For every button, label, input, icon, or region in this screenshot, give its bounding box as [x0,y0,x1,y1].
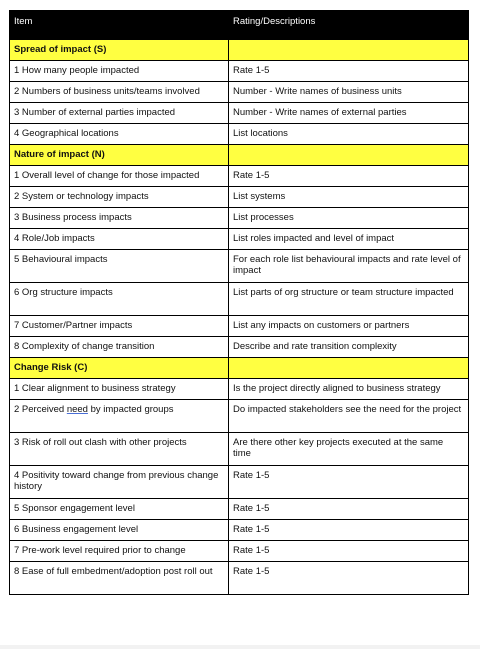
desc-cell: Rate 1-5 [229,166,469,187]
item-cell [10,400,229,433]
desc-cell: List processes [229,208,469,229]
page-bottom-edge [0,645,480,649]
desc-cell: List systems [229,187,469,208]
table-row [10,82,469,103]
spellcheck-marked-word: need [66,404,88,415]
table-row [10,187,469,208]
desc-cell: For each role list behavioural impacts and rate level of impact [229,250,469,283]
table-row [10,379,469,400]
item-cell: 8 Complexity of change transition [10,337,229,358]
desc-cell: List roles impacted and level of impact [229,229,469,250]
table-row [10,466,469,499]
table-row [10,250,469,283]
desc-cell: Is the project directly aligned to business strategy [229,379,469,400]
table-header-row [10,11,469,40]
item-cell: 1 Overall level of change for those impacted [10,166,229,187]
desc-cell: Number - Write names of external parties [229,103,469,124]
change-impact-table [9,10,469,595]
desc-cell: Describe and rate transition complexity [229,337,469,358]
section-row-nature [10,145,469,166]
table-row [10,337,469,358]
section-row-change-risk [10,358,469,379]
section-title: Spread of impact (S) [10,40,229,61]
header-rating: Rating/Descriptions [229,11,469,40]
item-cell: 4 Geographical locations [10,124,229,145]
table-row [10,166,469,187]
item-cell: 8 Ease of full embedment/adoption post roll out [10,562,229,595]
table-row [10,499,469,520]
item-cell: 7 Pre-work level required prior to change [10,541,229,562]
table-row [10,316,469,337]
item-cell: 1 Clear alignment to business strategy [10,379,229,400]
desc-cell: Rate 1-5 [229,520,469,541]
table-row [10,124,469,145]
header-item: Item [10,11,229,40]
table-row [10,433,469,466]
section-title: Nature of impact (N) [10,145,229,166]
desc-cell: List parts of org structure or team structure impacted [229,283,469,316]
item-cell: 1 How many people impacted [10,61,229,82]
item-text-post: by impacted groups [87,404,174,415]
table-row [10,103,469,124]
desc-cell: List locations [229,124,469,145]
section-empty-cell [229,145,469,166]
item-text-pre: 2 Perceived [14,404,67,415]
item-cell: 6 Business engagement level [10,520,229,541]
item-cell: 5 Sponsor engagement level [10,499,229,520]
desc-cell: Rate 1-5 [229,61,469,82]
item-cell: 2 System or technology impacts [10,187,229,208]
section-empty-cell [229,358,469,379]
item-cell: 5 Behavioural impacts [10,250,229,283]
desc-cell: Rate 1-5 [229,466,469,499]
item-cell: 4 Positivity toward change from previous change history [10,466,229,499]
desc-cell: Rate 1-5 [229,499,469,520]
item-cell: 2 Numbers of business units/teams involved [10,82,229,103]
item-cell: 7 Customer/Partner impacts [10,316,229,337]
desc-cell: Rate 1-5 [229,541,469,562]
table-row [10,520,469,541]
table-row [10,400,469,433]
table-row [10,208,469,229]
desc-cell: Number - Write names of business units [229,82,469,103]
item-cell: 3 Business process impacts [10,208,229,229]
table-row [10,61,469,82]
table-row [10,541,469,562]
table-row [10,229,469,250]
desc-cell: List any impacts on customers or partners [229,316,469,337]
item-cell: 3 Number of external parties impacted [10,103,229,124]
table-row [10,562,469,595]
desc-cell: Do impacted stakeholders see the need for the project [229,400,469,433]
item-cell: 4 Role/Job impacts [10,229,229,250]
item-cell: 6 Org structure impacts [10,283,229,316]
desc-cell: Rate 1-5 [229,562,469,595]
item-cell: 3 Risk of roll out clash with other projects [10,433,229,466]
section-row-spread [10,40,469,61]
section-empty-cell [229,40,469,61]
desc-cell: Are there other key projects executed at the same time [229,433,469,466]
section-title: Change Risk (C) [10,358,229,379]
table-row [10,283,469,316]
